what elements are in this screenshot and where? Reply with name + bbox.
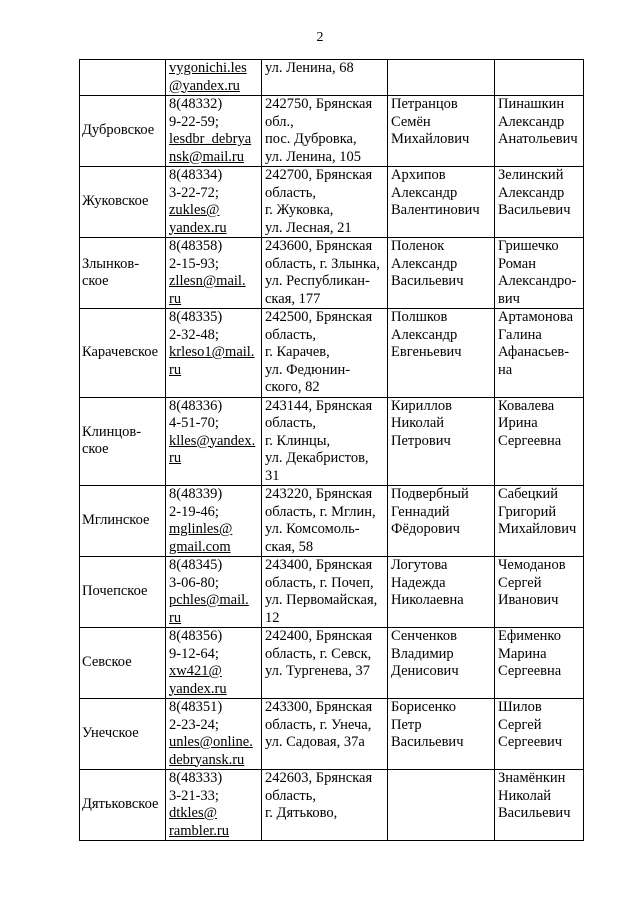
cell-line: ул. Ленина, 105: [265, 148, 361, 165]
chief-forester-cell: [495, 238, 584, 309]
cell-line: область,: [265, 184, 316, 201]
contact-cell: [166, 167, 262, 238]
chief-forester-cell: [495, 167, 584, 238]
chief-forester-cell: [495, 699, 584, 770]
address-cell: [262, 699, 388, 770]
cell-line: Ковалева: [498, 397, 555, 414]
cell-line: 2-15-93;: [169, 255, 219, 272]
address-cell: [262, 96, 388, 167]
cell-line: 12: [265, 609, 280, 626]
cell-line: Знамёнкин: [498, 770, 566, 786]
cell-line: Сергеевна: [498, 432, 562, 449]
cell-line: 2-19-46;: [169, 503, 219, 520]
cell-line: 242700, Брянская: [265, 167, 373, 183]
contact-cell: [166, 699, 262, 770]
cell-line: 243144, Брянская: [265, 397, 373, 414]
address-cell: [262, 397, 388, 486]
contact-cell: [166, 770, 262, 841]
email-link-part[interactable]: ru: [169, 290, 182, 307]
address-cell: [262, 628, 388, 699]
cell-line: 3-06-80;: [169, 574, 219, 591]
cell-line: 242500, Брянская: [265, 309, 373, 325]
chief-forester-cell: [495, 60, 584, 96]
cell-line: Сергей: [498, 716, 542, 733]
cell-line: Шилов: [498, 699, 542, 715]
contact-cell: [166, 628, 262, 699]
email-link-part[interactable]: ru: [169, 361, 182, 378]
district-cell: [80, 699, 166, 770]
cell-line: г. Клинцы,: [265, 432, 331, 449]
email-link-part[interactable]: unles@online.: [169, 734, 253, 750]
email-link-part[interactable]: nsk@mail.ru: [169, 148, 244, 165]
cell-line: Александр: [498, 113, 565, 130]
cell-line: Александро-: [498, 273, 577, 289]
cell-line: 8(48334): [169, 167, 223, 183]
cell-line: Дятьковское: [82, 796, 159, 813]
cell-line: Сергей: [498, 574, 542, 591]
chief-forester-cell: [495, 557, 584, 628]
email-link-part[interactable]: yandex.ru: [169, 219, 227, 236]
cell-line: Кириллов: [391, 397, 453, 414]
table-row: [80, 628, 584, 699]
cell-line: 8(48345): [169, 557, 223, 573]
cell-line: ул. Первомайская,: [265, 592, 378, 608]
cell-line: Логутова: [391, 557, 448, 573]
email-link-part[interactable]: ru: [169, 609, 182, 626]
cell-line: Карачевское: [82, 344, 159, 360]
cell-line: ул. Лесная, 21: [265, 219, 352, 236]
district-cell: [80, 397, 166, 486]
cell-line: Геннадий: [391, 503, 450, 520]
cell-line: 8(48332): [169, 96, 223, 112]
cell-line: Севское: [82, 654, 132, 671]
cell-line: Роман: [498, 255, 536, 272]
cell-line: 2-32-48;: [169, 326, 219, 343]
table-row: [80, 60, 584, 96]
cell-line: Михайлович: [391, 131, 470, 147]
district-cell: [80, 557, 166, 628]
cell-line: Артамонова: [498, 309, 574, 325]
cell-line: г. Дятьково,: [265, 805, 338, 821]
email-link-part[interactable]: yandex.ru: [169, 680, 227, 697]
cell-line: 8(48356): [169, 628, 223, 644]
cell-line: г. Жуковка,: [265, 202, 334, 218]
table-row: [80, 238, 584, 309]
district-cell: [80, 238, 166, 309]
cell-line: 8(48358): [169, 238, 223, 254]
cell-line: Григорий: [498, 503, 557, 520]
cell-line: Чемоданов: [498, 557, 566, 573]
cell-line: пос. Дубровка,: [265, 131, 357, 147]
cell-line: Николаевна: [391, 592, 464, 608]
cell-line: Анатольевич: [498, 131, 578, 147]
head-name-cell: [388, 628, 495, 699]
cell-line: Александр: [391, 184, 458, 201]
cell-line: 243220, Брянская: [265, 486, 373, 502]
cell-line: Подвербный: [391, 486, 469, 502]
cell-line: Фёдорович: [391, 521, 460, 537]
cell-line: ское: [82, 273, 109, 289]
address-cell: [262, 238, 388, 309]
email-link-part[interactable]: zllesn@mail.: [169, 273, 246, 289]
table-row: [80, 770, 584, 841]
cell-line: область, г. Почеп,: [265, 574, 374, 591]
email-link-part[interactable]: rambler.ru: [169, 822, 229, 839]
cell-line: ул. Комсомоль-: [265, 521, 360, 537]
district-cell: [80, 96, 166, 167]
cell-line: 4-51-70;: [169, 415, 219, 431]
email-link-part[interactable]: ru: [169, 450, 182, 466]
cell-line: Пинашкин: [498, 96, 565, 112]
contact-cell: [166, 557, 262, 628]
cell-line: 8(48339): [169, 486, 223, 502]
head-name-cell: [388, 486, 495, 557]
email-link-part[interactable]: lesdbr_debrya: [169, 131, 252, 147]
cell-line: 31: [265, 467, 280, 484]
cell-line: Владимир: [391, 645, 454, 662]
cell-line: Мглинское: [82, 512, 150, 529]
cell-line: 3-21-33;: [169, 787, 219, 804]
address-cell: [262, 309, 388, 398]
cell-line: Унечское: [82, 725, 139, 742]
cell-line: ул. Республикан-: [265, 273, 370, 289]
email-link-part[interactable]: debryansk.ru: [169, 751, 245, 768]
cell-line: Гришечко: [498, 238, 559, 254]
cell-line: 242750, Брянская: [265, 96, 373, 112]
head-name-cell: [388, 309, 495, 398]
table-row: [80, 699, 584, 770]
contact-cell: [166, 96, 262, 167]
cell-line: на: [498, 361, 513, 378]
cell-line: Васильевич: [391, 734, 464, 750]
cell-line: Александр: [391, 326, 458, 343]
email-link-part[interactable]: mglinles@: [169, 521, 233, 537]
cell-line: Надежда: [391, 574, 446, 591]
email-link-part[interactable]: gmail.com: [169, 538, 231, 555]
head-name-cell: [388, 167, 495, 238]
head-name-cell: [388, 96, 495, 167]
chief-forester-cell: [495, 770, 584, 841]
cell-line: Петрович: [391, 432, 451, 449]
address-cell: [262, 60, 388, 96]
chief-forester-cell: [495, 397, 584, 486]
cell-line: Валентинович: [391, 202, 480, 218]
head-name-cell: [388, 397, 495, 486]
cell-line: Марина: [498, 645, 547, 662]
cell-line: Сабецкий: [498, 486, 559, 502]
cell-line: Дубровское: [82, 122, 155, 139]
contact-cell: [166, 486, 262, 557]
cell-line: ул. Ленина, 68: [265, 60, 354, 76]
cell-line: 242400, Брянская: [265, 628, 373, 644]
cell-line: Александр: [391, 255, 458, 272]
table-row: [80, 309, 584, 398]
head-name-cell: [388, 557, 495, 628]
cell-line: 8(48335): [169, 309, 223, 325]
cell-line: Борисенко: [391, 699, 456, 715]
cell-line: 8(48333): [169, 770, 223, 786]
head-name-cell: [388, 238, 495, 309]
cell-line: 3-22-72;: [169, 184, 219, 201]
cell-line: Денисович: [391, 663, 459, 679]
cell-line: 242603, Брянская: [265, 770, 373, 786]
cell-line: Полшков: [391, 309, 448, 325]
cell-line: Ирина: [498, 415, 538, 431]
email-link-part[interactable]: krleso1@mail.: [169, 344, 255, 360]
email-link-part[interactable]: dtkles@: [169, 805, 217, 821]
cell-line: Николай: [391, 415, 445, 431]
cell-line: ского, 82: [265, 379, 320, 395]
table-row: [80, 167, 584, 238]
cell-line: Васильевич: [391, 273, 464, 289]
cell-line: ская, 177: [265, 290, 321, 307]
contact-cell: [166, 397, 262, 486]
address-cell: [262, 486, 388, 557]
cell-line: Поленок: [391, 238, 445, 254]
cell-line: Васильевич: [498, 805, 571, 821]
cell-line: Евгеньевич: [391, 344, 462, 360]
cell-line: вич: [498, 290, 520, 307]
district-cell: [80, 167, 166, 238]
cell-line: область,: [265, 326, 316, 343]
cell-line: ул. Федюнин-: [265, 361, 351, 378]
cell-line: область,: [265, 787, 316, 804]
cell-line: Зелинский: [498, 167, 564, 183]
cell-line: ская, 58: [265, 538, 314, 555]
district-cell: [80, 770, 166, 841]
email-link-part[interactable]: pchles@mail.: [169, 592, 249, 608]
head-name-cell: [388, 60, 495, 96]
cell-line: Николай: [498, 787, 552, 804]
cell-line: область, г. Мглин,: [265, 503, 376, 520]
district-cell: [80, 486, 166, 557]
cell-line: 9-22-59;: [169, 113, 219, 130]
cell-line: Клинцов-: [82, 423, 142, 440]
table-row: [80, 397, 584, 486]
district-cell: [80, 309, 166, 398]
email-link-part[interactable]: @yandex.ru: [169, 77, 240, 94]
cell-line: 2-23-24;: [169, 716, 219, 733]
cell-line: Архипов: [391, 167, 446, 183]
cell-line: 8(48351): [169, 699, 223, 715]
table-row: [80, 96, 584, 167]
cell-line: 243400, Брянская: [265, 557, 373, 573]
address-cell: [262, 167, 388, 238]
cell-line: Галина: [498, 326, 542, 343]
cell-line: область, г. Унеча,: [265, 716, 372, 733]
email-link-part[interactable]: zukles@: [169, 202, 220, 218]
contact-cell: [166, 60, 262, 96]
page-number: 2: [316, 30, 324, 45]
cell-line: Семён: [391, 113, 431, 130]
cell-line: область, г. Севск,: [265, 645, 372, 662]
cell-line: ское: [82, 441, 109, 458]
district-cell: [80, 628, 166, 699]
cell-line: 8(48336): [169, 397, 223, 414]
cell-line: Ефименко: [498, 628, 561, 644]
email-link-part[interactable]: vygonichi.les: [169, 60, 247, 76]
cell-line: Сергеевна: [498, 663, 562, 679]
cell-line: ул. Садовая, 37а: [265, 734, 365, 750]
cell-line: Жуковское: [82, 193, 149, 210]
head-name-cell: [388, 770, 495, 841]
cell-line: Афанасьев-: [498, 344, 570, 360]
cell-line: г. Карачев,: [265, 344, 330, 360]
cell-line: Михайлович: [498, 521, 577, 537]
address-cell: [262, 770, 388, 841]
cell-line: Сенченков: [391, 628, 457, 644]
cell-line: ул. Тургенева, 37: [265, 663, 370, 679]
cell-line: Петр: [391, 716, 422, 733]
chief-forester-cell: [495, 486, 584, 557]
cell-line: Александр: [498, 184, 565, 201]
cell-line: Петранцов: [391, 96, 458, 112]
cell-line: Иванович: [498, 592, 559, 608]
table-row: [80, 486, 584, 557]
cell-line: Сергеевич: [498, 734, 563, 750]
email-link-part[interactable]: xw421@: [169, 663, 222, 679]
cell-line: 243300, Брянская: [265, 699, 373, 715]
cell-line: Васильевич: [498, 202, 571, 218]
chief-forester-cell: [495, 628, 584, 699]
contact-cell: [166, 238, 262, 309]
chief-forester-cell: [495, 96, 584, 167]
cell-line: область, г. Злынка,: [265, 255, 380, 272]
cell-line: Злынков-: [82, 255, 140, 272]
cell-line: Почепское: [82, 583, 148, 600]
cell-line: ул. Декабристов,: [265, 450, 369, 466]
address-cell: [262, 557, 388, 628]
contact-cell: [166, 309, 262, 398]
forestry-contacts-table: [79, 59, 584, 841]
chief-forester-cell: [495, 309, 584, 398]
table-row: [80, 557, 584, 628]
cell-line: 9-12-64;: [169, 645, 219, 662]
district-cell: [80, 60, 166, 96]
head-name-cell: [388, 699, 495, 770]
email-link-part[interactable]: klles@yandex.: [169, 432, 256, 449]
cell-line: область,: [265, 415, 316, 431]
cell-line: обл.,: [265, 113, 294, 130]
cell-line: 243600, Брянская: [265, 238, 373, 254]
